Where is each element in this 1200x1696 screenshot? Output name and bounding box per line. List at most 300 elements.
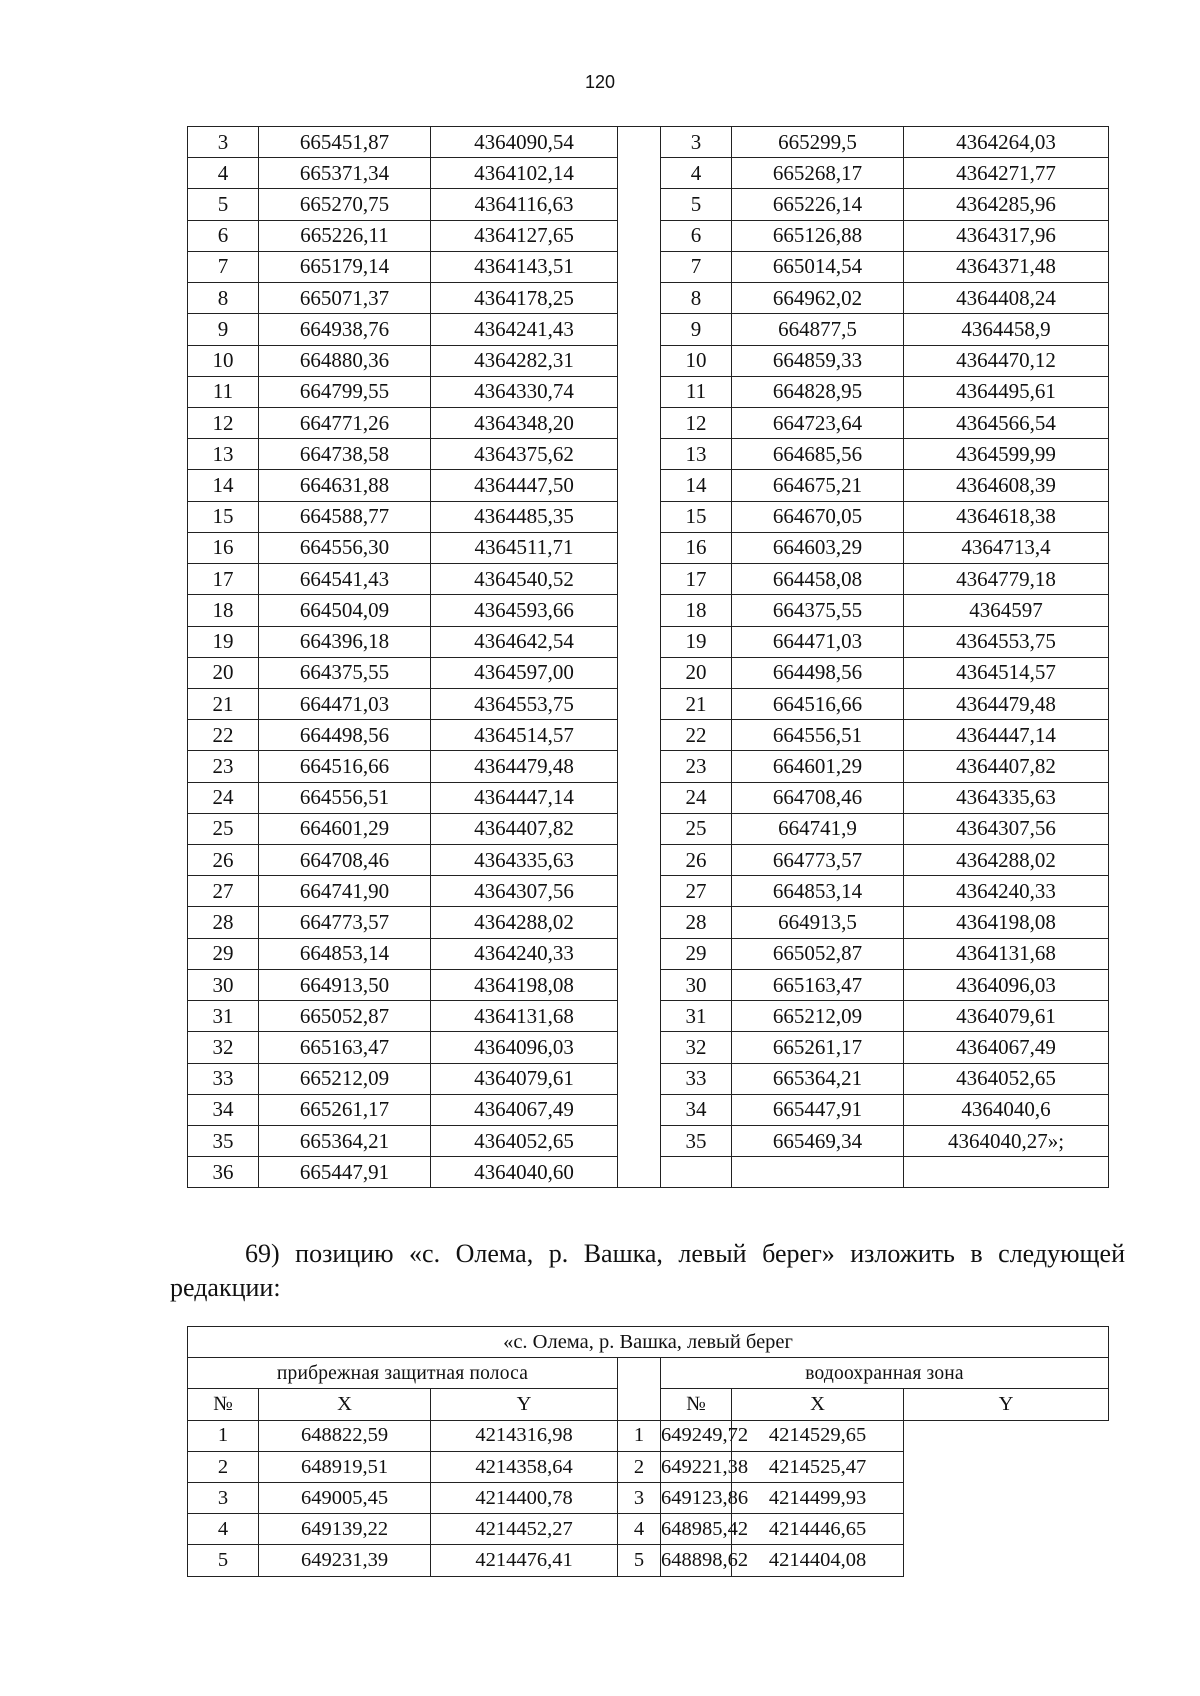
column-separator <box>618 1063 661 1094</box>
col-header-y-left: Y <box>431 1389 618 1420</box>
y-coordinate-left: 4364348,20 <box>431 407 618 438</box>
column-separator <box>618 938 661 969</box>
table-row <box>188 564 1109 595</box>
x-coordinate-left: 649139,22 <box>259 1514 431 1545</box>
x-coordinate-left: 665212,09 <box>259 1063 431 1094</box>
point-number-right: 22 <box>661 720 732 751</box>
point-number-left: 23 <box>188 751 259 782</box>
y-coordinate-right: 4364470,12 <box>904 345 1109 376</box>
x-coordinate-right: 664601,29 <box>732 751 904 782</box>
point-number-right: 1 <box>618 1420 661 1451</box>
col-header-number-left: № <box>188 1389 259 1420</box>
x-coordinate-left: 664741,90 <box>259 876 431 907</box>
point-number-right: 29 <box>661 938 732 969</box>
column-separator <box>618 189 661 220</box>
table-row <box>188 1420 1109 1451</box>
y-coordinate-left: 4364127,65 <box>431 220 618 251</box>
point-number-left: 31 <box>188 1001 259 1032</box>
x-coordinate-left: 664708,46 <box>259 845 431 876</box>
amendment-paragraph <box>170 1237 1125 1305</box>
y-coordinate-left: 4214476,41 <box>431 1545 618 1576</box>
column-separator <box>618 751 661 782</box>
table-row <box>188 1514 1109 1545</box>
x-coordinate-right: 664556,51 <box>732 720 904 751</box>
point-number-right: 3 <box>661 127 732 158</box>
x-coordinate-left: 665447,91 <box>259 1157 431 1188</box>
column-separator <box>618 470 661 501</box>
point-number-left: 21 <box>188 688 259 719</box>
y-coordinate-right: 4364514,57 <box>904 657 1109 688</box>
point-number-left: 26 <box>188 845 259 876</box>
x-coordinate-right: 648898,62 <box>661 1545 732 1576</box>
y-coordinate-right: 4364566,54 <box>904 407 1109 438</box>
point-number-left: 8 <box>188 283 259 314</box>
y-coordinate-left: 4364540,52 <box>431 564 618 595</box>
column-separator <box>618 158 661 189</box>
column-separator <box>618 407 661 438</box>
col-header-x-right: X <box>732 1389 904 1420</box>
point-number-right: 15 <box>661 501 732 532</box>
point-number-left: 17 <box>188 564 259 595</box>
x-coordinate-left: 665071,37 <box>259 283 431 314</box>
column-separator <box>618 439 661 470</box>
y-coordinate-left: 4364178,25 <box>431 283 618 314</box>
x-coordinate-right: 665447,91 <box>732 1094 904 1125</box>
point-number-right: 34 <box>661 1094 732 1125</box>
y-coordinate-right: 4364335,63 <box>904 782 1109 813</box>
table-row <box>188 1001 1109 1032</box>
x-coordinate-right: 664675,21 <box>732 470 904 501</box>
page-number: 120 <box>584 72 616 92</box>
point-number-right: 9 <box>661 314 732 345</box>
y-coordinate-right: 4214499,93 <box>732 1482 904 1513</box>
table-row <box>188 1482 1109 1513</box>
point-number-left: 12 <box>188 407 259 438</box>
point-number-left: 4 <box>188 1514 259 1545</box>
olema-vashka-left-bank-table <box>187 1326 1109 1577</box>
y-coordinate-left: 4364240,33 <box>431 938 618 969</box>
y-coordinate-right: 4364713,4 <box>904 532 1109 563</box>
x-coordinate-left: 664588,77 <box>259 501 431 532</box>
y-coordinate-right: 4364067,49 <box>904 1032 1109 1063</box>
point-number-left: 11 <box>188 376 259 407</box>
x-coordinate-right: 664723,64 <box>732 407 904 438</box>
column-separator <box>618 907 661 938</box>
point-number-left: 10 <box>188 345 259 376</box>
x-coordinate-right: 665163,47 <box>732 969 904 1000</box>
point-number-left: 15 <box>188 501 259 532</box>
y-coordinate-left: 4364642,54 <box>431 626 618 657</box>
x-coordinate-right: 664471,03 <box>732 626 904 657</box>
x-coordinate-right: 664828,95 <box>732 376 904 407</box>
y-coordinate-right: 4364052,65 <box>904 1063 1109 1094</box>
point-number-left: 3 <box>188 1482 259 1513</box>
y-coordinate-left: 4364593,66 <box>431 595 618 626</box>
table-row <box>188 470 1109 501</box>
table-row <box>188 345 1109 376</box>
y-coordinate-right: 4364408,24 <box>904 283 1109 314</box>
y-coordinate-right: 4364371,48 <box>904 251 1109 282</box>
x-coordinate-left: 664504,09 <box>259 595 431 626</box>
y-coordinate-left: 4214452,27 <box>431 1514 618 1545</box>
y-coordinate-left: 4364335,63 <box>431 845 618 876</box>
point-number-left: 33 <box>188 1063 259 1094</box>
y-coordinate-left: 4364282,31 <box>431 345 618 376</box>
table-row <box>188 189 1109 220</box>
x-coordinate-left: 664516,66 <box>259 751 431 782</box>
point-number-left: 4 <box>188 158 259 189</box>
point-number-right: 23 <box>661 751 732 782</box>
y-coordinate-left: 4364079,61 <box>431 1063 618 1094</box>
column-separator <box>618 1157 661 1188</box>
x-coordinate-right: 665299,5 <box>732 127 904 158</box>
column-separator <box>618 501 661 532</box>
point-number-right: 6 <box>661 220 732 251</box>
y-coordinate-right: 4364079,61 <box>904 1001 1109 1032</box>
x-coordinate-right: 665268,17 <box>732 158 904 189</box>
column-separator <box>618 376 661 407</box>
y-coordinate-right: 4364407,82 <box>904 751 1109 782</box>
column-separator <box>618 283 661 314</box>
column-separator <box>618 251 661 282</box>
table-row <box>188 657 1109 688</box>
table-row <box>188 688 1109 719</box>
point-number-right: 17 <box>661 564 732 595</box>
point-number-right: 12 <box>661 407 732 438</box>
x-coordinate-right: 665364,21 <box>732 1063 904 1094</box>
x-coordinate-left: 664773,57 <box>259 907 431 938</box>
table-row <box>188 720 1109 751</box>
y-coordinate-left: 4364407,82 <box>431 813 618 844</box>
x-coordinate-left: 665371,34 <box>259 158 431 189</box>
x-coordinate-left: 664541,43 <box>259 564 431 595</box>
x-coordinate-left: 665052,87 <box>259 1001 431 1032</box>
y-coordinate-left: 4364447,14 <box>431 782 618 813</box>
point-number-right: 20 <box>661 657 732 688</box>
point-number-left: 24 <box>188 782 259 813</box>
col-header-x-left: X <box>259 1389 431 1420</box>
x-coordinate-left: 664771,26 <box>259 407 431 438</box>
y-coordinate-right: 4364597 <box>904 595 1109 626</box>
point-number-left: 30 <box>188 969 259 1000</box>
column-separator <box>618 1001 661 1032</box>
x-coordinate-right: 649249,72 <box>661 1420 732 1451</box>
column-separator <box>618 1358 661 1420</box>
table-row <box>188 1451 1109 1482</box>
table-row <box>188 1063 1109 1094</box>
x-coordinate-left: 665451,87 <box>259 127 431 158</box>
y-coordinate-left: 4364090,54 <box>431 127 618 158</box>
point-number-right: 7 <box>661 251 732 282</box>
point-number-right: 2 <box>618 1451 661 1482</box>
table-row <box>188 969 1109 1000</box>
x-coordinate-right: 664741,9 <box>732 813 904 844</box>
x-coordinate-right <box>732 1157 904 1188</box>
col-header-number-right: № <box>661 1389 732 1420</box>
x-coordinate-right: 664498,56 <box>732 657 904 688</box>
table-row <box>188 251 1109 282</box>
column-separator <box>618 564 661 595</box>
col-header-y-right: Y <box>904 1389 1109 1420</box>
x-coordinate-left: 664938,76 <box>259 314 431 345</box>
point-number-left: 36 <box>188 1157 259 1188</box>
x-coordinate-left: 664853,14 <box>259 938 431 969</box>
table-row <box>188 782 1109 813</box>
column-separator <box>618 1094 661 1125</box>
y-coordinate-left: 4364241,43 <box>431 314 618 345</box>
y-coordinate-right: 4364131,68 <box>904 938 1109 969</box>
table-row <box>188 439 1109 470</box>
x-coordinate-left: 649005,45 <box>259 1482 431 1513</box>
x-coordinate-right: 665261,17 <box>732 1032 904 1063</box>
column-separator <box>618 532 661 563</box>
table-row <box>188 595 1109 626</box>
y-coordinate-right: 4364198,08 <box>904 907 1109 938</box>
point-number-right: 16 <box>661 532 732 563</box>
coordinates-table-continued <box>187 126 1109 1188</box>
table-row <box>188 938 1109 969</box>
y-coordinate-left: 4364479,48 <box>431 751 618 782</box>
x-coordinate-right: 665212,09 <box>732 1001 904 1032</box>
x-coordinate-left: 664556,30 <box>259 532 431 563</box>
y-coordinate-left: 4364052,65 <box>431 1126 618 1157</box>
x-coordinate-right: 664375,55 <box>732 595 904 626</box>
x-coordinate-left: 665163,47 <box>259 1032 431 1063</box>
y-coordinate-left: 4364597,00 <box>431 657 618 688</box>
zone-header-row <box>188 1358 1109 1389</box>
point-number-left: 1 <box>188 1420 259 1451</box>
point-number-left: 7 <box>188 251 259 282</box>
coastal-protective-strip-header: прибрежная защитная полоса <box>188 1358 618 1389</box>
point-number-left: 32 <box>188 1032 259 1063</box>
column-separator <box>618 845 661 876</box>
y-coordinate-right: 4364271,77 <box>904 158 1109 189</box>
point-number-left: 16 <box>188 532 259 563</box>
x-coordinate-left: 664396,18 <box>259 626 431 657</box>
table-row <box>188 220 1109 251</box>
point-number-right: 4 <box>618 1514 661 1545</box>
x-coordinate-right: 665226,14 <box>732 189 904 220</box>
point-number-left: 20 <box>188 657 259 688</box>
point-number-right: 3 <box>618 1482 661 1513</box>
y-coordinate-left: 4364307,56 <box>431 876 618 907</box>
x-coordinate-left: 664375,55 <box>259 657 431 688</box>
x-coordinate-right: 664458,08 <box>732 564 904 595</box>
x-coordinate-left: 664799,55 <box>259 376 431 407</box>
x-coordinate-left: 665226,11 <box>259 220 431 251</box>
point-number-left: 5 <box>188 1545 259 1576</box>
table-row <box>188 501 1109 532</box>
column-separator <box>618 127 661 158</box>
x-coordinate-right: 664670,05 <box>732 501 904 532</box>
column-separator <box>618 876 661 907</box>
x-coordinate-right: 664516,66 <box>732 688 904 719</box>
x-coordinate-left: 665364,21 <box>259 1126 431 1157</box>
point-number-right: 5 <box>618 1545 661 1576</box>
y-coordinate-left: 4214400,78 <box>431 1482 618 1513</box>
y-coordinate-left: 4364375,62 <box>431 439 618 470</box>
point-number-right: 4 <box>661 158 732 189</box>
y-coordinate-right: 4364599,99 <box>904 439 1109 470</box>
column-separator <box>618 1032 661 1063</box>
x-coordinate-right: 665052,87 <box>732 938 904 969</box>
x-coordinate-left: 664631,88 <box>259 470 431 501</box>
table-row <box>188 751 1109 782</box>
column-separator <box>618 314 661 345</box>
x-coordinate-right: 649221,38 <box>661 1451 732 1482</box>
column-separator <box>618 813 661 844</box>
point-number-right: 5 <box>661 189 732 220</box>
y-coordinate-left: 4364553,75 <box>431 688 618 719</box>
x-coordinate-right: 664877,5 <box>732 314 904 345</box>
y-coordinate-right: 4364553,75 <box>904 626 1109 657</box>
point-number-right: 26 <box>661 845 732 876</box>
y-coordinate-left: 4364288,02 <box>431 907 618 938</box>
x-coordinate-left: 664471,03 <box>259 688 431 719</box>
x-coordinate-left: 665179,14 <box>259 251 431 282</box>
table-row <box>188 907 1109 938</box>
x-coordinate-right: 664913,5 <box>732 907 904 938</box>
table-row <box>188 1157 1109 1188</box>
column-separator <box>618 782 661 813</box>
y-coordinate-left: 4364143,51 <box>431 251 618 282</box>
table-row <box>188 158 1109 189</box>
y-coordinate-right: 4364447,14 <box>904 720 1109 751</box>
y-coordinate-right: 4364288,02 <box>904 845 1109 876</box>
table-row <box>188 283 1109 314</box>
y-coordinate-right: 4364458,9 <box>904 314 1109 345</box>
point-number-right: 10 <box>661 345 732 376</box>
table-row <box>188 876 1109 907</box>
point-number-right: 21 <box>661 688 732 719</box>
point-number-right: 24 <box>661 782 732 813</box>
point-number-left: 13 <box>188 439 259 470</box>
y-coordinate-right: 4214529,65 <box>732 1420 904 1451</box>
point-number-left: 2 <box>188 1451 259 1482</box>
y-coordinate-right: 4364240,33 <box>904 876 1109 907</box>
column-separator <box>618 1126 661 1157</box>
table-row <box>188 813 1109 844</box>
table-row <box>188 1032 1109 1063</box>
amendment-text-line1: 69) позицию «с. Олема, р. Вашка, левый берег» изложить в следующей <box>245 1239 1125 1268</box>
y-coordinate-left: 4364514,57 <box>431 720 618 751</box>
y-coordinate-right: 4214446,65 <box>732 1514 904 1545</box>
x-coordinate-left: 664738,58 <box>259 439 431 470</box>
point-number-right: 31 <box>661 1001 732 1032</box>
point-number-right: 14 <box>661 470 732 501</box>
x-coordinate-left: 664601,29 <box>259 813 431 844</box>
x-coordinate-left: 664880,36 <box>259 345 431 376</box>
point-number-left: 3 <box>188 127 259 158</box>
y-coordinate-right: 4364317,96 <box>904 220 1109 251</box>
x-coordinate-left: 649231,39 <box>259 1545 431 1576</box>
x-coordinate-right: 665126,88 <box>732 220 904 251</box>
x-coordinate-right: 648985,42 <box>661 1514 732 1545</box>
table-row <box>188 1126 1109 1157</box>
y-coordinate-left: 4214358,64 <box>431 1451 618 1482</box>
y-coordinate-right <box>904 1157 1109 1188</box>
y-coordinate-right: 4364495,61 <box>904 376 1109 407</box>
point-number-left: 35 <box>188 1126 259 1157</box>
x-coordinate-right: 665014,54 <box>732 251 904 282</box>
point-number-right: 13 <box>661 439 732 470</box>
table-row <box>188 376 1109 407</box>
column-separator <box>618 220 661 251</box>
amendment-text-line2: редакции: <box>170 1273 281 1302</box>
point-number-right: 25 <box>661 813 732 844</box>
y-coordinate-left: 4364102,14 <box>431 158 618 189</box>
y-coordinate-left: 4364067,49 <box>431 1094 618 1125</box>
column-separator <box>618 345 661 376</box>
point-number-right: 35 <box>661 1126 732 1157</box>
point-number-left: 22 <box>188 720 259 751</box>
y-coordinate-left: 4364040,60 <box>431 1157 618 1188</box>
y-coordinate-right: 4364264,03 <box>904 127 1109 158</box>
column-separator <box>618 626 661 657</box>
column-separator <box>618 595 661 626</box>
point-number-right: 11 <box>661 376 732 407</box>
table-row <box>188 314 1109 345</box>
y-coordinate-right: 4364307,56 <box>904 813 1109 844</box>
point-number-right: 28 <box>661 907 732 938</box>
column-separator <box>618 969 661 1000</box>
table-row <box>188 1094 1109 1125</box>
x-coordinate-right: 664853,14 <box>732 876 904 907</box>
x-coordinate-left: 648822,59 <box>259 1420 431 1451</box>
point-number-left: 27 <box>188 876 259 907</box>
x-coordinate-right: 664708,46 <box>732 782 904 813</box>
point-number-left: 5 <box>188 189 259 220</box>
y-coordinate-right: 4364779,18 <box>904 564 1109 595</box>
point-number-right: 19 <box>661 626 732 657</box>
point-number-right: 32 <box>661 1032 732 1063</box>
x-coordinate-left: 664498,56 <box>259 720 431 751</box>
x-coordinate-right: 664773,57 <box>732 845 904 876</box>
column-separator <box>618 657 661 688</box>
x-coordinate-left: 665261,17 <box>259 1094 431 1125</box>
y-coordinate-left: 4364330,74 <box>431 376 618 407</box>
column-separator <box>618 720 661 751</box>
point-number-left: 29 <box>188 938 259 969</box>
y-coordinate-left: 4214316,98 <box>431 1420 618 1451</box>
point-number-left: 19 <box>188 626 259 657</box>
table-title: «с. Олема, р. Вашка, левый берег <box>188 1327 1109 1358</box>
table-row <box>188 407 1109 438</box>
y-coordinate-right: 4364040,27»; <box>904 1126 1109 1157</box>
point-number-left: 18 <box>188 595 259 626</box>
point-number-left: 9 <box>188 314 259 345</box>
y-coordinate-right: 4214404,08 <box>732 1545 904 1576</box>
y-coordinate-right: 4364285,96 <box>904 189 1109 220</box>
y-coordinate-left: 4364447,50 <box>431 470 618 501</box>
y-coordinate-right: 4364618,38 <box>904 501 1109 532</box>
point-number-right: 8 <box>661 283 732 314</box>
x-coordinate-right: 664603,29 <box>732 532 904 563</box>
y-coordinate-left: 4364485,35 <box>431 501 618 532</box>
x-coordinate-left: 648919,51 <box>259 1451 431 1482</box>
point-number-left: 6 <box>188 220 259 251</box>
y-coordinate-right: 4364040,6 <box>904 1094 1109 1125</box>
point-number-left: 34 <box>188 1094 259 1125</box>
x-coordinate-right: 665469,34 <box>732 1126 904 1157</box>
y-coordinate-left: 4364096,03 <box>431 1032 618 1063</box>
y-coordinate-right: 4214525,47 <box>732 1451 904 1482</box>
point-number-left: 25 <box>188 813 259 844</box>
x-coordinate-right: 664962,02 <box>732 283 904 314</box>
x-coordinate-left: 664913,50 <box>259 969 431 1000</box>
point-number-left: 14 <box>188 470 259 501</box>
x-coordinate-left: 664556,51 <box>259 782 431 813</box>
